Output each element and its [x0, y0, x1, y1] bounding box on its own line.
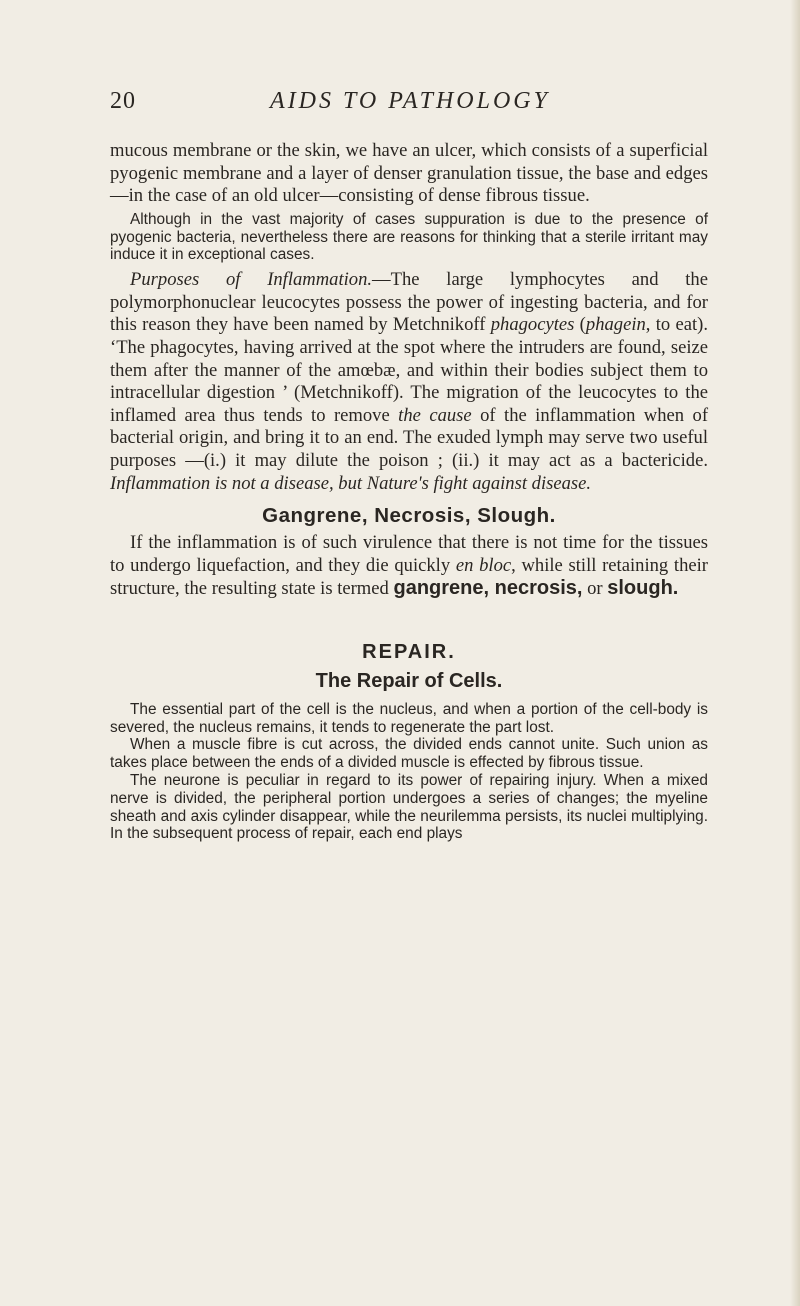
text-run: If the inflammation is of such virulence that there is not time for the tissues to undergo liquefaction, and they die quickly — [110, 532, 708, 576]
paragraph-gangrene — [110, 532, 708, 601]
term-phagein: phagein — [585, 314, 646, 336]
text-run: of the inflammation when of bacterial origin, and bring it to an end. The exuded lymph may serve two useful purposes —(i.) it may dilute the poison ; (ii.) it may act as a bactericide. — [110, 404, 709, 471]
page-number: 20 — [110, 88, 136, 114]
heading-repair: REPAIR. — [362, 640, 456, 663]
paragraph-neurone: The neurone is peculiar in regard to its power of repairing injury. When a mixed nerve is divided, the peripheral portion undergoes a series of changes; the myeline sheath and axis cylinder disappear, while the neurilemma persists, its nuclei multiplying. In the subsequent process of repair, each end plays — [110, 772, 708, 843]
running-title: AIDS TO PATHOLOGY — [270, 88, 550, 114]
term-the-cause: the cause — [398, 404, 472, 426]
page-body — [110, 140, 708, 843]
paragraph-nucleus: The essential part of the cell is the nucleus, and when a portion of the cell-body is severed, the nucleus remains, it tends to regenerate the part lost. — [110, 700, 708, 736]
closing-statement: Inflammation is not a disease, but Nature's fight against disease. — [110, 472, 592, 494]
page-header — [110, 88, 710, 122]
term-gangrene-necrosis: gangrene, necrosis, — [393, 577, 583, 600]
section-title-purposes: Purposes of Inflammation. — [130, 269, 373, 291]
term-slough: slough. — [607, 577, 679, 600]
term-phagocytes: phagocytes — [490, 314, 575, 336]
text-run: or — [582, 578, 608, 600]
paragraph-ulcer: mucous membrane or the skin, we have an ulcer, which consists of a superficial pyogenic membrane and a layer of denser granulation tissue, the base and edges—in the case of an old ulcer—consisting of dense fibrous tissue. — [110, 140, 708, 207]
paragraph-suppuration-note: Although in the vast majority of cases suppuration is due to the presence of pyogenic bacteria, nevertheless there are reasons for thinking that a sterile irritant may induce it in exceptional cases. — [110, 210, 708, 264]
heading-gangrene: Gangrene, Necrosis, Slough. — [262, 504, 556, 528]
heading-repair-of-cells: The Repair of Cells. — [315, 669, 503, 692]
text-run: , while still retaining their structure, the resulting state is termed — [110, 554, 708, 600]
paragraph-muscle-fibre: When a muscle fibre is cut across, the divided ends cannot unite. Such union as takes place between the ends of a divided muscle is effected by fibrous tissue. — [110, 736, 708, 772]
page-edge-shadow — [790, 0, 800, 1306]
term-en-bloc: en bloc — [455, 554, 512, 576]
text-run: , to eat). ‘The phagocytes, having arrived at the spot where the intruders are found, seize them after the manner of the amœbæ, and within their bodies subject them to intracellular digestion ’ (Metchnikoff). The migration of the leucocytes to the inflamed area thus tends to remove — [110, 314, 709, 426]
text-run: ( — [574, 314, 586, 336]
text-run: —The large lymphocytes and the polymorphonuclear leucocytes possess the power of ingesting bacteria, and for this reason they have been named by Metchnikoff — [110, 269, 708, 336]
paragraph-purposes-of-inflammation — [110, 269, 708, 495]
